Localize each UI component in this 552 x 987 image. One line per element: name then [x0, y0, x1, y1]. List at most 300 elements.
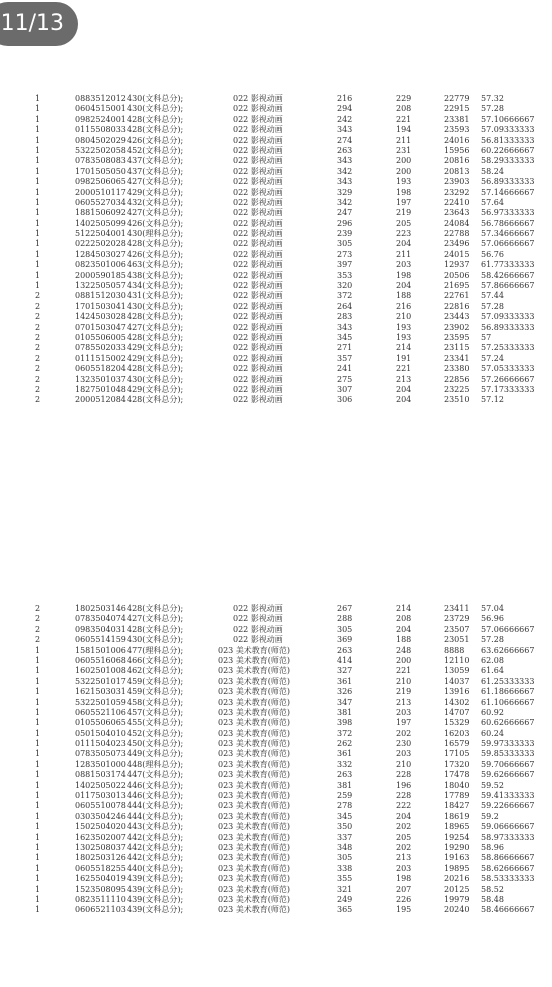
professional-score-cell: 372	[337, 291, 353, 301]
professional-score-cell: 327	[337, 666, 353, 676]
table-row	[0, 312, 552, 322]
professional-score-cell: 347	[337, 697, 353, 707]
major-cell: 022 影视动画	[233, 281, 283, 291]
composite-score-cell: 57.09333333	[481, 125, 535, 135]
table-row	[0, 333, 552, 343]
total-score-cell: 466(文科总分);	[127, 655, 184, 665]
batch-cell: 2	[35, 635, 41, 645]
batch-cell: 1	[35, 676, 41, 686]
total-score-cell: 448(理科总分);	[127, 759, 184, 769]
total-score-cell: 429(文科总分);	[127, 187, 184, 197]
culture-score-cell: 221	[396, 666, 412, 676]
major-cell: 023 美术教育(师范)	[218, 780, 291, 790]
composite-score-cell: 57.28	[481, 104, 504, 114]
total-score-cell: 431(文科总分);	[127, 291, 184, 301]
culture-score-cell: 198	[396, 874, 412, 884]
professional-score-cell: 381	[337, 707, 353, 717]
table-row	[0, 625, 552, 635]
exam-number-cell: 0982524001	[75, 114, 126, 124]
rank-cell: 23510	[444, 395, 470, 405]
composite-score-cell: 57.28	[481, 635, 504, 645]
culture-score-cell: 248	[396, 645, 412, 655]
rank-cell: 20813	[444, 166, 470, 176]
major-cell: 022 影视动画	[233, 229, 283, 239]
table-row	[0, 656, 552, 666]
exam-number-cell: 1323501037	[75, 374, 126, 384]
total-score-cell: 438(文科总分);	[127, 270, 184, 280]
table-row	[0, 219, 552, 229]
rank-cell: 22856	[444, 374, 470, 384]
rank-cell: 23443	[444, 312, 470, 322]
composite-score-cell: 60.62666667	[481, 718, 535, 728]
total-score-cell: 440(文科总分);	[127, 863, 184, 873]
total-score-cell: 447(文科总分);	[127, 770, 184, 780]
composite-score-cell: 58.96	[481, 842, 504, 852]
rank-cell: 19979	[444, 894, 470, 904]
batch-cell: 1	[35, 645, 41, 655]
rank-cell: 23292	[444, 187, 470, 197]
professional-score-cell: 305	[337, 239, 353, 249]
composite-score-cell: 63.62666667	[481, 645, 535, 655]
professional-score-cell: 343	[337, 322, 353, 332]
table-row	[0, 718, 552, 728]
major-cell: 023 美术教育(师范)	[218, 697, 291, 707]
batch-cell: 1	[35, 842, 41, 852]
batch-cell: 1	[35, 791, 41, 801]
rank-cell: 20506	[444, 270, 470, 280]
composite-score-cell: 57.09333333	[481, 312, 535, 322]
professional-score-cell: 381	[337, 780, 353, 790]
culture-score-cell: 213	[396, 374, 412, 384]
culture-score-cell: 208	[396, 614, 412, 624]
exam-number-cell: 0605516068	[75, 655, 126, 665]
major-cell: 023 美术教育(师范)	[218, 822, 291, 832]
table-row	[0, 666, 552, 676]
table-row	[0, 343, 552, 353]
professional-score-cell: 288	[337, 614, 353, 624]
major-cell: 022 影视动画	[233, 177, 283, 187]
batch-cell: 1	[35, 270, 41, 280]
batch-cell: 2	[35, 374, 41, 384]
table-row	[0, 115, 552, 125]
total-score-cell: 428(文科总分);	[127, 114, 184, 124]
major-cell: 022 影视动画	[233, 604, 283, 613]
total-score-cell: 428(文科总分);	[127, 239, 184, 249]
exam-number-cell: 0111504023	[75, 739, 126, 749]
table-row	[0, 167, 552, 177]
composite-score-cell: 56.81333333	[481, 135, 535, 145]
culture-score-cell: 195	[396, 905, 412, 915]
batch-cell: 1	[35, 728, 41, 738]
professional-score-cell: 355	[337, 874, 353, 884]
culture-score-cell: 191	[396, 353, 412, 363]
composite-score-cell: 58.53333333	[481, 874, 535, 884]
professional-score-cell: 242	[337, 114, 353, 124]
major-cell: 023 美术教育(师范)	[218, 801, 291, 811]
table-row	[0, 822, 552, 832]
total-score-cell: 428(文科总分);	[127, 364, 184, 374]
batch-cell: 1	[35, 104, 41, 114]
professional-score-cell: 345	[337, 811, 353, 821]
major-cell: 023 美术教育(师范)	[218, 853, 291, 863]
culture-score-cell: 205	[396, 832, 412, 842]
batch-cell: 1	[35, 801, 41, 811]
batch-cell: 1	[35, 739, 41, 749]
rank-cell: 24016	[444, 135, 470, 145]
total-score-cell: 442(文科总分);	[127, 832, 184, 842]
batch-cell: 1	[35, 94, 41, 103]
batch-cell: 1	[35, 863, 41, 873]
table-row	[0, 749, 552, 759]
composite-score-cell: 61.64	[481, 666, 504, 676]
exam-number-cell: 1625504019	[75, 874, 126, 884]
total-score-cell: 462(文科总分);	[127, 666, 184, 676]
rank-cell: 22788	[444, 229, 470, 239]
exam-number-cell: 2000510117	[75, 187, 126, 197]
composite-score-cell: 56.78666667	[481, 218, 535, 228]
rank-cell: 19163	[444, 853, 470, 863]
table-row	[0, 271, 552, 281]
exam-number-cell: 1322505057	[75, 281, 126, 291]
table-row	[0, 812, 552, 822]
major-cell: 022 影视动画	[233, 218, 283, 228]
rank-cell: 20816	[444, 156, 470, 166]
batch-cell: 1	[35, 166, 41, 176]
batch-cell: 1	[35, 832, 41, 842]
major-cell: 022 影视动画	[233, 249, 283, 259]
table-row	[0, 770, 552, 780]
professional-score-cell: 294	[337, 104, 353, 114]
rank-cell: 20216	[444, 874, 470, 884]
total-score-cell: 446(文科总分);	[127, 780, 184, 790]
professional-score-cell: 414	[337, 655, 353, 665]
rank-cell: 12110	[444, 655, 470, 665]
total-score-cell: 439(文科总分);	[127, 905, 184, 915]
culture-score-cell: 211	[396, 249, 412, 259]
major-cell: 023 美术教育(师范)	[218, 666, 291, 676]
total-score-cell: 449(文科总分);	[127, 749, 184, 759]
table-row	[0, 646, 552, 656]
professional-score-cell: 263	[337, 645, 353, 655]
culture-score-cell: 210	[396, 676, 412, 686]
major-cell: 022 影视动画	[233, 208, 283, 218]
culture-score-cell: 231	[396, 145, 412, 155]
composite-score-cell: 60.24	[481, 728, 504, 738]
table-row	[0, 885, 552, 895]
culture-score-cell: 204	[396, 811, 412, 821]
culture-score-cell: 204	[396, 281, 412, 291]
major-cell: 022 影视动画	[233, 270, 283, 280]
professional-score-cell: 361	[337, 676, 353, 686]
major-cell: 022 影视动画	[233, 635, 283, 645]
major-cell: 023 美术教育(师范)	[218, 842, 291, 852]
batch-cell: 1	[35, 197, 41, 207]
culture-score-cell: 194	[396, 125, 412, 135]
rank-cell: 18965	[444, 822, 470, 832]
rank-cell: 14707	[444, 707, 470, 717]
exam-number-cell: 1701505050	[75, 166, 126, 176]
major-cell: 022 影视动画	[233, 322, 283, 332]
total-score-cell: 442(文科总分);	[127, 853, 184, 863]
major-cell: 022 影视动画	[233, 94, 283, 103]
exam-number-cell: 0222502028	[75, 239, 126, 249]
exam-number-cell: 0115508033	[75, 125, 126, 135]
culture-score-cell: 210	[396, 759, 412, 769]
composite-score-cell: 57.34666667	[481, 229, 535, 239]
table-row	[0, 188, 552, 198]
exam-number-cell: 0606521103	[75, 905, 126, 915]
batch-cell: 1	[35, 687, 41, 697]
composite-score-cell: 60.22666667	[481, 145, 535, 155]
culture-score-cell: 188	[396, 635, 412, 645]
composite-score-cell: 57.04	[481, 604, 504, 613]
composite-score-cell: 57.12	[481, 395, 504, 405]
professional-score-cell: 337	[337, 832, 353, 842]
culture-score-cell: 219	[396, 208, 412, 218]
major-cell: 023 美术教育(师范)	[218, 728, 291, 738]
exam-number-cell: 2000590185	[75, 270, 126, 280]
composite-score-cell: 62.08	[481, 655, 504, 665]
rank-cell: 23341	[444, 353, 470, 363]
table-row	[0, 781, 552, 791]
culture-score-cell: 205	[396, 218, 412, 228]
professional-score-cell: 306	[337, 395, 353, 405]
culture-score-cell: 204	[396, 395, 412, 405]
culture-score-cell: 223	[396, 229, 412, 239]
major-cell: 022 影视动画	[233, 197, 283, 207]
culture-score-cell: 228	[396, 770, 412, 780]
major-cell: 023 美术教育(师范)	[218, 655, 291, 665]
composite-score-cell: 56.89333333	[481, 177, 535, 187]
total-score-cell: 430(文科总分);	[127, 635, 184, 645]
exam-number-cell: 0701503047	[75, 322, 126, 332]
composite-score-cell: 58.46666667	[481, 905, 535, 915]
professional-score-cell: 305	[337, 853, 353, 863]
table-row	[0, 708, 552, 718]
professional-score-cell: 259	[337, 791, 353, 801]
total-score-cell: 443(文科总分);	[127, 822, 184, 832]
table-row	[0, 864, 552, 874]
table-row	[0, 635, 552, 645]
major-cell: 022 影视动画	[233, 624, 283, 634]
total-score-cell: 455(文科总分);	[127, 718, 184, 728]
culture-score-cell: 214	[396, 343, 412, 353]
major-cell: 023 美术教育(师范)	[218, 874, 291, 884]
culture-score-cell: 204	[396, 384, 412, 394]
total-score-cell: 427(文科总分);	[127, 322, 184, 332]
batch-cell: 2	[35, 301, 41, 311]
batch-cell: 1	[35, 249, 41, 259]
composite-score-cell: 57.10666667	[481, 114, 535, 124]
major-cell: 023 美术教育(师范)	[218, 645, 291, 655]
rank-cell: 23380	[444, 364, 470, 374]
culture-score-cell: 222	[396, 801, 412, 811]
total-score-cell: 430(理科总分);	[127, 229, 184, 239]
exam-number-cell: 0604515001	[75, 104, 126, 114]
composite-score-cell: 57.32	[481, 94, 504, 103]
major-cell: 022 影视动画	[233, 187, 283, 197]
table-row	[0, 94, 552, 104]
batch-cell: 1	[35, 229, 41, 239]
professional-score-cell: 278	[337, 801, 353, 811]
rank-cell: 20240	[444, 905, 470, 915]
culture-score-cell: 202	[396, 728, 412, 738]
rank-cell: 16203	[444, 728, 470, 738]
culture-score-cell: 229	[396, 94, 412, 103]
table-row	[0, 687, 552, 697]
exam-number-cell: 0785502033	[75, 343, 126, 353]
total-score-cell: 426(文科总分);	[127, 135, 184, 145]
professional-score-cell: 372	[337, 728, 353, 738]
culture-score-cell: 203	[396, 707, 412, 717]
major-cell: 022 影视动画	[233, 364, 283, 374]
rank-cell: 19254	[444, 832, 470, 842]
culture-score-cell: 228	[396, 791, 412, 801]
batch-cell: 1	[35, 853, 41, 863]
exam-number-cell: 1802503146	[75, 604, 126, 613]
major-cell: 022 影视动画	[233, 114, 283, 124]
batch-cell: 1	[35, 125, 41, 135]
rank-cell: 12937	[444, 260, 470, 270]
professional-score-cell: 283	[337, 312, 353, 322]
batch-cell: 1	[35, 156, 41, 166]
total-score-cell: 446(文科总分);	[127, 791, 184, 801]
composite-score-cell: 59.85333333	[481, 749, 535, 759]
major-cell: 022 影视动画	[233, 332, 283, 342]
culture-score-cell: 193	[396, 322, 412, 332]
professional-score-cell: 271	[337, 343, 353, 353]
major-cell: 023 美术教育(师范)	[218, 687, 291, 697]
exam-number-cell: 0105506005	[75, 332, 126, 342]
total-score-cell: 428(文科总分);	[127, 604, 184, 613]
professional-score-cell: 343	[337, 177, 353, 187]
table-row	[0, 198, 552, 208]
total-score-cell: 429(文科总分);	[127, 353, 184, 363]
exam-number-cell: 0501504010	[75, 728, 126, 738]
rank-cell: 16579	[444, 739, 470, 749]
major-cell: 023 美术教育(师范)	[218, 811, 291, 821]
rank-cell: 18040	[444, 780, 470, 790]
rank-cell: 23903	[444, 177, 470, 187]
composite-score-cell: 57.06666667	[481, 624, 535, 634]
batch-cell: 1	[35, 177, 41, 187]
major-cell: 023 美术教育(师范)	[218, 791, 291, 801]
total-score-cell: 437(文科总分);	[127, 166, 184, 176]
composite-score-cell: 57.28	[481, 301, 504, 311]
total-score-cell: 444(文科总分);	[127, 801, 184, 811]
professional-score-cell: 338	[337, 863, 353, 873]
rank-cell: 23507	[444, 624, 470, 634]
culture-score-cell: 193	[396, 177, 412, 187]
table-row	[0, 156, 552, 166]
major-cell: 023 美术教育(师范)	[218, 894, 291, 904]
culture-score-cell: 203	[396, 749, 412, 759]
table-row	[0, 614, 552, 624]
composite-score-cell: 61.18666667	[481, 687, 535, 697]
exam-number-cell: 1621503031	[75, 687, 126, 697]
culture-score-cell: 204	[396, 624, 412, 634]
table-row	[0, 853, 552, 863]
table-row	[0, 125, 552, 135]
batch-cell: 2	[35, 291, 41, 301]
culture-score-cell: 188	[396, 291, 412, 301]
composite-score-cell: 56.89333333	[481, 322, 535, 332]
rank-cell: 23593	[444, 125, 470, 135]
total-score-cell: 434(文科总分);	[127, 281, 184, 291]
composite-score-cell: 56.96	[481, 614, 504, 624]
composite-score-cell: 56.97333333	[481, 208, 535, 218]
total-score-cell: 459(文科总分);	[127, 687, 184, 697]
exam-number-cell: 5322501017	[75, 676, 126, 686]
exam-number-cell: 1623502007	[75, 832, 126, 842]
batch-cell: 1	[35, 281, 41, 291]
total-score-cell: 430(文科总分);	[127, 104, 184, 114]
rank-cell: 18619	[444, 811, 470, 821]
professional-score-cell: 345	[337, 332, 353, 342]
composite-score-cell: 59.97333333	[481, 739, 535, 749]
rank-cell: 23411	[444, 604, 470, 613]
total-score-cell: 437(文科总分);	[127, 156, 184, 166]
total-score-cell: 477(理科总分);	[127, 645, 184, 655]
rank-cell: 17478	[444, 770, 470, 780]
culture-score-cell: 202	[396, 842, 412, 852]
professional-score-cell: 342	[337, 197, 353, 207]
exam-number-cell: 1502504020	[75, 822, 126, 832]
total-score-cell: 430(文科总分);	[127, 374, 184, 384]
composite-score-cell: 59.2	[481, 811, 499, 821]
major-cell: 022 影视动画	[233, 104, 283, 114]
table-row	[0, 364, 552, 374]
rank-cell: 15956	[444, 145, 470, 155]
composite-score-cell: 57.14666667	[481, 187, 535, 197]
table-row	[0, 739, 552, 749]
major-cell: 023 美术教育(师范)	[218, 676, 291, 686]
exam-number-cell: 1701503041	[75, 301, 126, 311]
exam-number-cell: 5322502058	[75, 145, 126, 155]
table-row	[0, 375, 552, 385]
composite-score-cell: 59.41333333	[481, 791, 535, 801]
rank-cell: 23225	[444, 384, 470, 394]
exam-number-cell: 0823511110	[75, 894, 126, 904]
total-score-cell: 463(文科总分);	[127, 260, 184, 270]
composite-score-cell: 58.97333333	[481, 832, 535, 842]
table-row	[0, 177, 552, 187]
culture-score-cell: 210	[396, 312, 412, 322]
rank-cell: 24084	[444, 218, 470, 228]
rank-cell: 20125	[444, 884, 470, 894]
table-row	[0, 208, 552, 218]
batch-cell: 1	[35, 749, 41, 759]
major-cell: 022 影视动画	[233, 260, 283, 270]
professional-score-cell: 263	[337, 770, 353, 780]
batch-cell: 1	[35, 718, 41, 728]
table-row	[0, 385, 552, 395]
composite-score-cell: 57.05333333	[481, 364, 535, 374]
major-cell: 023 美术教育(师范)	[218, 749, 291, 759]
total-score-cell: 426(文科总分);	[127, 218, 184, 228]
table-row	[0, 905, 552, 915]
exam-number-cell: 0783504074	[75, 614, 126, 624]
composite-score-cell: 58.62666667	[481, 863, 535, 873]
composite-score-cell: 58.24	[481, 166, 504, 176]
batch-cell: 1	[35, 811, 41, 821]
table-row	[0, 801, 552, 811]
exam-number-cell: 1802503126	[75, 853, 126, 863]
table-row	[0, 291, 552, 301]
batch-cell: 1	[35, 114, 41, 124]
batch-cell: 2	[35, 614, 41, 624]
professional-score-cell: 332	[337, 759, 353, 769]
